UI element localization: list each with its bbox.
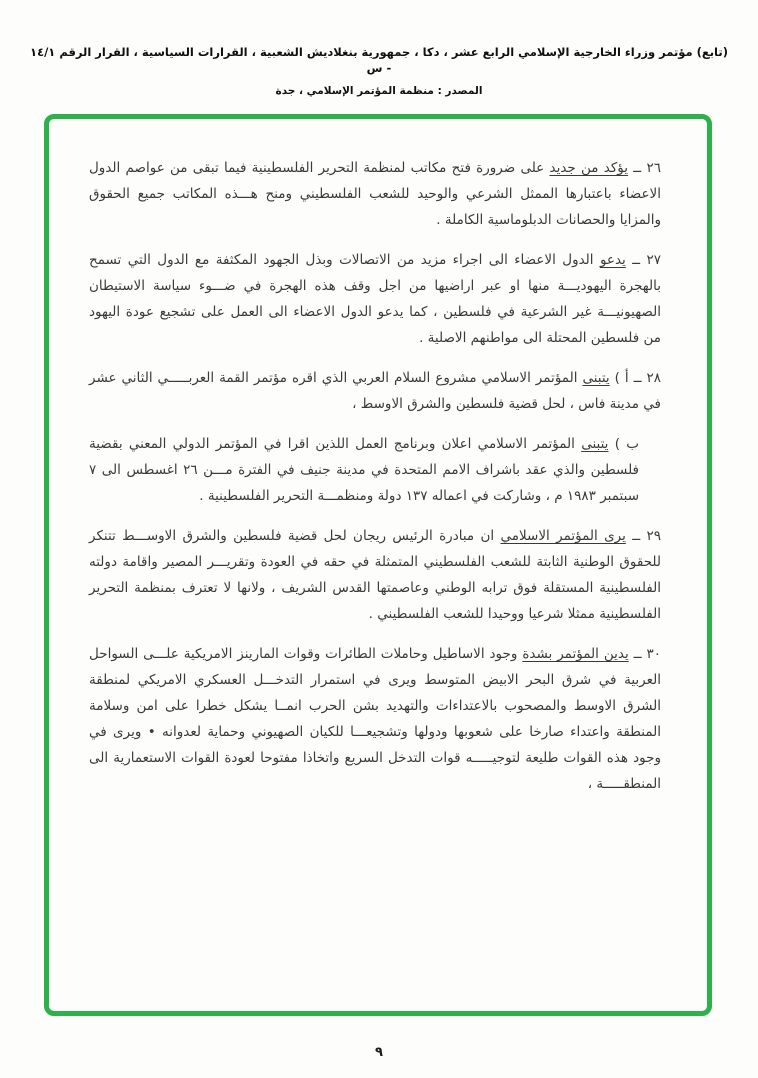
page-number: ٩ <box>375 1045 383 1060</box>
item-lead: يتبنى <box>582 370 610 386</box>
resolution-item-28b <box>89 431 661 509</box>
item-lead: يدين المؤتمر بشدة <box>522 646 629 662</box>
resolution-list <box>49 119 707 1011</box>
item-text: الدول الاعضاء الى اجراء مزيد من الاتصالات وبذل الجهود المكثفة مع الدول التي تسمح بالهجرة اليهوديـــة منها او عبر اراضيها من اجل وقف هذه الهجرة في ضـــوء سياسة الاستيطان الصهيونيـــة غير الشرعية في فلسطين ، كما يدعو الدول الاعضاء الى العمل على تشجيع عودة اليهود من فلسطين المحتلة الى مواطنهم الاصلية . <box>89 252 661 346</box>
item-text: المؤتمر الاسلامي مشروع السلام العربي الذي اقره مؤتمر القمة العربـــــي الثاني عشر في مدينة فاس ، لحل قضية فلسطين والشرق الاوسط ، <box>89 370 661 412</box>
resolution-item-29 <box>89 523 661 627</box>
document-frame <box>44 114 712 1016</box>
resolution-item-26 <box>89 155 661 233</box>
item-number: ٢٧ ــ <box>632 252 662 268</box>
item-text: المؤتمر الاسلامي اعلان وبرنامج العمل اللذين اقرا في المؤتمر الدولي المعني بقضية فلسطين والذي عقد باشراف الامم المتحدة في مدينة جنيف في الفترة مـــن ٢٦ اغسطس الى ٧ سبتمبر ١٩٨٣ م ، وشاركت في اعماله ١٣٧ دولة ومنظمـــة التحرير الفلسطينية . <box>89 436 639 504</box>
header-title: (تابع) مؤتمر وزراء الخارجية الإسلامي الرابع عشر ، دكا ، جمهورية بنغلاديش الشعبية ، القرارات السياسية ، القرار الرقم ١٤/١ - س <box>30 45 728 75</box>
item-number: ٢٦ ــ <box>633 160 661 176</box>
item-sub-label: ب ) <box>614 436 639 452</box>
item-sub-label: أ ) <box>614 370 629 386</box>
item-text: ان مبادرة الرئيس ريجان لحل قضية فلسطين والشرق الاوســـط تتنكر للحقوق الوطنية الثابتة للشعب الفلسطيني المتمثلة في حقه في العودة وتقريـــر المصير واقامة دولته الفلسطينية المستقلة فوق ترابه الوطني وعاصمتها القدس الشريف ، ولانها لا تعترف بمنظمة التحرير الفلسطينية ممثلا شرعيا ووحيدا للشعب الفلسطيني . <box>89 528 661 622</box>
resolution-item-27 <box>89 247 661 351</box>
item-text: على ضرورة فتح مكاتب لمنظمة التحرير الفلسطينية فيما تبقى من عواصم الدول الاعضاء باعتبارها الممثل الشرعي والوحيد للشعب الفلسطيني ومنح هـــذه المكاتب جميع الحقوق والمزايا والحصانات الدبلوماسية الكاملة . <box>89 160 661 228</box>
item-lead: يؤكد من جديد <box>549 160 629 176</box>
item-lead: يتبنى <box>581 436 609 452</box>
resolution-item-28a <box>89 365 661 417</box>
document-header <box>0 44 758 97</box>
item-number: ٣٠ ــ <box>633 646 661 662</box>
item-lead: يدعو <box>599 252 626 268</box>
item-number: ٢٩ ــ <box>632 528 661 544</box>
resolution-item-30 <box>89 641 661 797</box>
item-text: وجود الاساطيل وحاملات الطائرات وقوات المارينز الامريكية علـــى السواحل العربية في شرق البحر الابيض المتوسط ويرى في استمرار التدخـــل العسكري الامريكي لمنطقة الشرق الاوسط والمصحوب بالاعتداءات والتهديد بشن الحرب انمــا يشكل خطرا على امن وسلامة المنطقة واعتداء صارخا على شعوبها ودولها وتشجيعـــا للكيان الصهيوني وحماية لعدوانه • ويرى في وجود هذه القوات طليعة لتوجيـــــه قوات التدخل السريع واتخاذا مفتوحا لعودة القوات الاستعمارية الى المنطقـــــة ، <box>89 646 661 792</box>
header-source: المصدر : منظمة المؤتمر الإسلامي ، جدة <box>275 85 483 97</box>
item-lead: يرى المؤتمر الاسلامي <box>500 528 626 544</box>
item-number: ٢٨ ــ <box>633 370 662 386</box>
